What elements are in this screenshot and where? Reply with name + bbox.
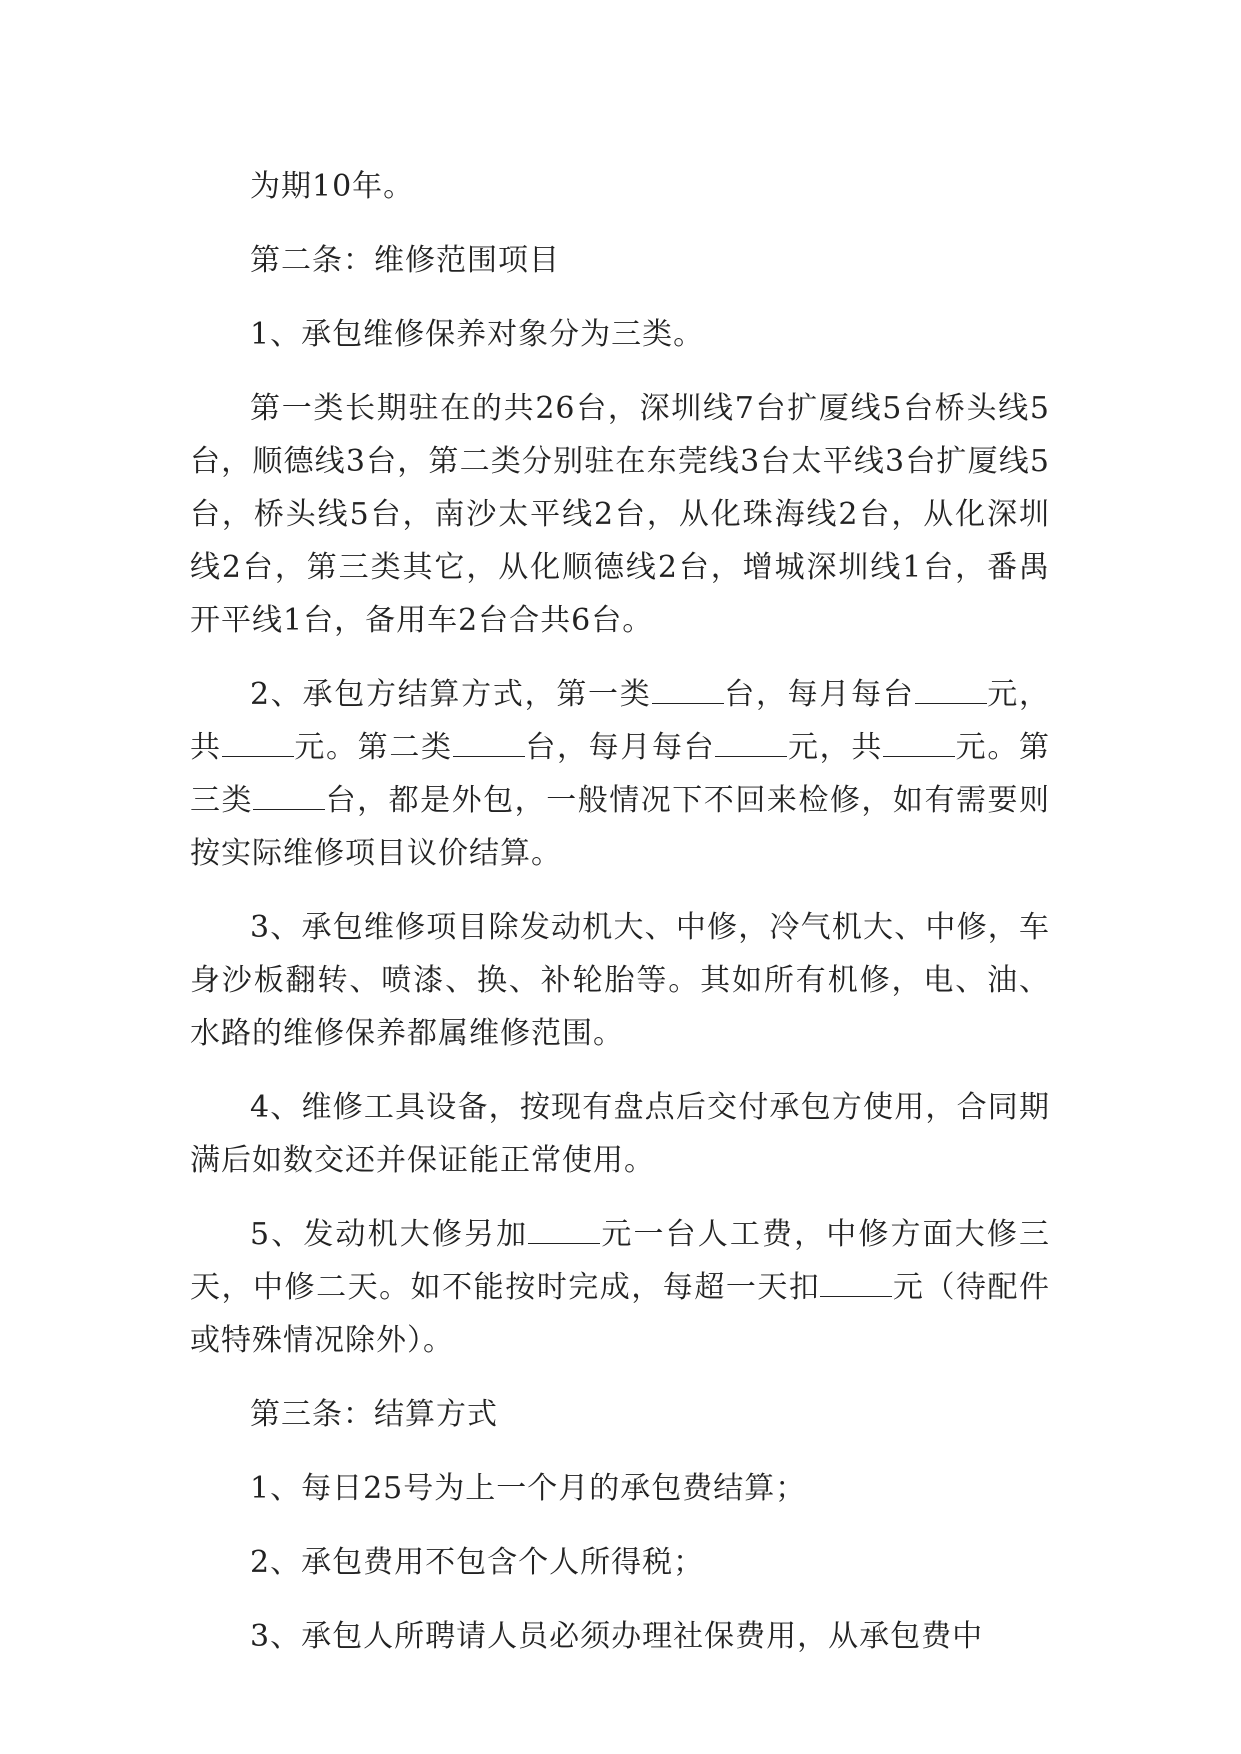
paragraph-3-3: 3、承包人所聘请人员必须办理社保费用，从承包费中 [250,1619,984,1654]
fill-in-blank [883,723,955,757]
article-3-heading: 第三条：结算方式 [250,1397,498,1432]
document-body [190,160,1050,1684]
text-segment: 元。第三类 [190,730,1051,818]
paragraph-3-2: 2、承包费用不包含个人所得税； [250,1545,705,1580]
paragraph-2-3-scope: 3、承包维修项目除发动机大、中修，冷气机大、中修，车身沙板翻转、喷漆、换、补轮胎等。其如所有机修，电、油、水路的维修保养都属维修范围。 [190,910,1050,1051]
text-segment: 元。第二类 [293,730,453,765]
text-segment: 5、发动机大修另加 [250,1217,529,1252]
paragraph-2-1: 1、承包维修保养对象分为三类。 [250,317,705,352]
paragraph-2-5-engine [190,1208,1050,1367]
text-segment: 元，共 [787,730,884,765]
fill-in-blank [222,723,294,757]
fill-in-blank [915,670,987,704]
article-2-heading: 第二条：维修范围项目 [250,243,560,278]
text-segment: 台，都是外包，一般情况下不回来检修，如有需要则按实际维修项目议价结算。 [190,783,1051,871]
fill-in-blank [253,776,325,810]
paragraph-2-2-settlement [190,668,1050,880]
text-segment: 元（待配件或特殊情况除外）。 [190,1270,1051,1358]
fill-in-blank [528,1210,600,1244]
paragraph-vehicle-list: 第一类长期驻在的共26台，深圳线7台扩厦线5台桥头线5台，顺德线3台，第二类分别驻在东莞线3台太平线3台扩厦线5台，桥头线5台，南沙太平线2台，从化珠海线2台，从化深圳线2台，第三类其它，从化顺德线2台，增城深圳线1台，番禺开平线1台，备用车2台合共6台。 [190,391,1050,638]
fill-in-blank [652,670,724,704]
text-segment: 2、承包方结算方式，第一类 [250,677,652,712]
fill-in-blank [453,723,525,757]
fill-in-blank [820,1263,892,1297]
text-segment: 台，每月每台 [723,677,915,712]
paragraph-2-4-tools: 4、维修工具设备，按现有盘点后交付承包方使用，合同期满后如数交还并保证能正常使用。 [190,1090,1050,1178]
text-segment: 元一台人工费，中修方面大修三天，中修二天。如不能按时完成，每超一天扣 [190,1217,1051,1305]
text-segment: 台，每月每台 [524,730,716,765]
fill-in-blank [715,723,787,757]
paragraph-term-duration: 为期10年。 [250,169,415,204]
paragraph-3-1: 1、每日25号为上一个月的承包费结算； [250,1471,807,1506]
text-segment: 元，共 [190,677,1051,765]
